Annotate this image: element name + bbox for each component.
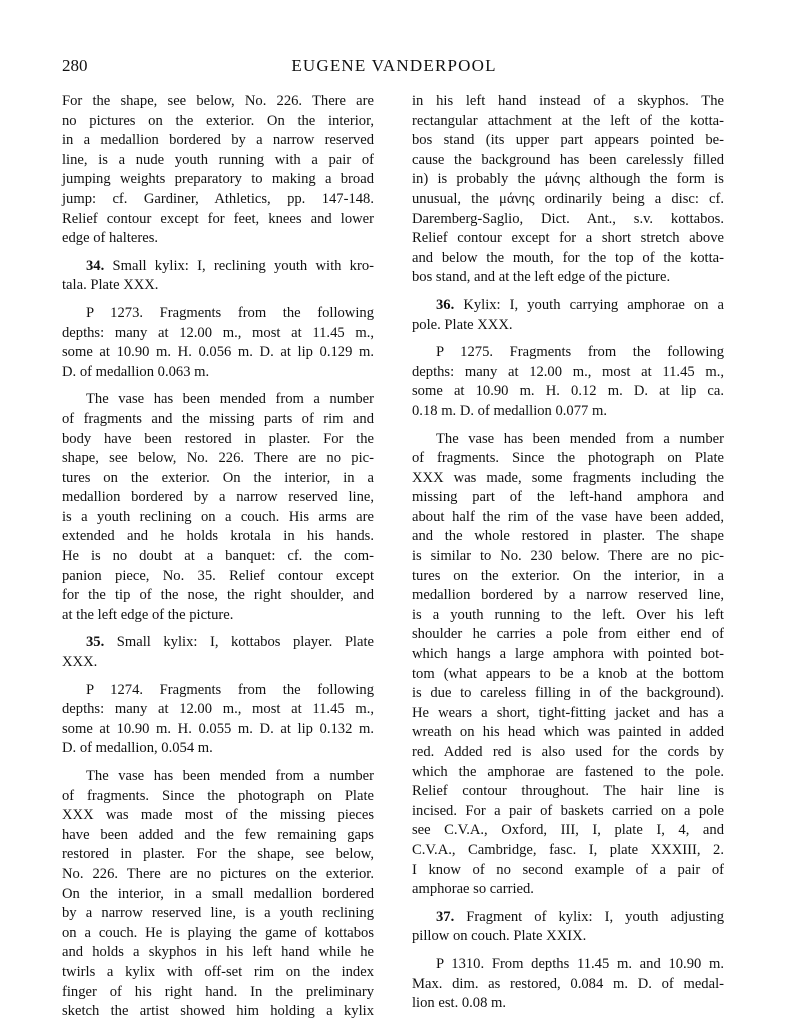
text-line: in his left hand instead of a skyphos. The	[412, 93, 724, 109]
text-line: is similar to No. 230 below. There are no pic-	[412, 548, 724, 565]
page-header	[62, 56, 726, 80]
text-line: lion est. 0.08 m.	[412, 995, 507, 1012]
text-line: incised. For a pair of baskets carried on a pole	[412, 802, 724, 819]
text-line: at the left edge of the picture.	[62, 606, 234, 623]
text-line: D. of medallion 0.063 m.	[62, 363, 210, 380]
entry-36-inventory	[412, 343, 724, 421]
text-line: bos stand (its upper part appears pointed be-	[412, 132, 724, 149]
text-line: The vase has been mended from a number	[86, 391, 374, 408]
text-line: restored in plaster. For the shape, see below,	[62, 846, 374, 863]
text-line: P 1274. Fragments from the following	[86, 681, 374, 698]
text-line: depths: many at 12.00 m., most at 11.45 m.,	[62, 324, 374, 341]
text-line: For the shape, see below, No. 226. There are	[62, 93, 374, 109]
text-line: some at 10.90 m. H. 0.055 m. D. at lip 0.132 m.	[62, 720, 374, 737]
text-line: XXX.	[62, 654, 98, 671]
text-line: of fragments. Since the photograph on Plate	[412, 450, 724, 467]
entry-35-heading	[62, 633, 374, 672]
entry-title: Small kylix: I, reclining youth with kro-	[104, 257, 374, 274]
text-line: pole. Plate XXX.	[412, 316, 513, 333]
text-line: in a medallion bordered by a narrow reserved	[62, 132, 374, 149]
text-line: which hangs a large amphora with pointed bot-	[412, 646, 724, 663]
entry-36-heading	[412, 296, 724, 335]
entry-34-description	[62, 390, 374, 625]
text-line: extended and he holds krotala in his hands.	[62, 528, 374, 545]
entry-number: 34.	[86, 257, 105, 274]
entry-number: 36.	[436, 296, 455, 313]
text-line: tom (what appears to be a knob at the bottom	[412, 665, 724, 682]
entry-35-inventory	[62, 681, 374, 759]
entry-34-inventory	[62, 304, 374, 382]
right-column	[412, 92, 724, 1014]
text-line: He wears a short, tight-fitting jacket and has a	[412, 704, 724, 721]
text-line: of fragments and the missing parts of rim and	[62, 410, 374, 427]
running-head: EUGENE VANDERPOOL	[291, 56, 497, 75]
text-line: no pictures on the exterior. On the interior,	[62, 112, 374, 129]
text-line: The vase has been mended from a number	[436, 430, 724, 447]
text-line: have been added and the few remaining gaps	[62, 826, 374, 843]
text-line: some at 10.90 m. H. 0.056 m. D. at lip 0.129 m.	[62, 344, 374, 361]
text-line: panion piece, No. 35. Relief contour except	[62, 567, 374, 584]
entry-35-description	[62, 767, 374, 1022]
text-line: depths: many at 12.00 m., most at 11.45 m.,	[412, 363, 724, 380]
text-line: He is no doubt at a banquet: cf. the com-	[62, 548, 374, 565]
text-line: XXX was made most of the missing pieces	[62, 807, 374, 824]
entry-37-inventory	[412, 955, 724, 1014]
text-line: and holds a skyphos in his left hand while he	[62, 944, 374, 961]
text-line: D. of medallion, 0.054 m.	[62, 740, 213, 757]
text-line: jumping weights preparatory to making a broad	[62, 171, 374, 188]
page-number: 280	[62, 56, 88, 75]
text-line: P 1310. From depths 11.45 m. and 10.90 m.	[436, 955, 724, 972]
text-line: unusual, the μάνης ordinarily being a disc: cf.	[412, 190, 724, 207]
text-line: on a couch. He is playing the game of kottabos	[62, 924, 374, 941]
text-line: tures on the exterior. On the interior, in a	[62, 469, 374, 486]
text-line: jump: cf. Gardiner, Athletics, pp. 147-148.	[62, 190, 374, 207]
left-column	[62, 92, 374, 1022]
text-line: shoulder he carries a pole from either end of	[412, 626, 724, 643]
text-line: which the amphorae are fastened to the pole.	[412, 763, 724, 780]
text-line: edge of halteres.	[62, 230, 159, 247]
text-line: sketch the artist showed him holding a kylix	[62, 1003, 374, 1020]
text-line: shape, see below, No. 226. There are no pic-	[62, 450, 374, 467]
text-line: tala. Plate XXX.	[62, 277, 159, 294]
entry-34-heading	[62, 257, 374, 296]
text-line: is a youth running to the left. Over his left	[412, 606, 724, 623]
text-line: is due to careless filling in of the background).	[412, 685, 724, 702]
text-line: in) is probably the μάνης although the form is	[412, 171, 724, 188]
text-line: medallion bordered by a narrow reserved line,	[412, 587, 724, 604]
text-line: about half the rim of the vase have been added,	[412, 508, 724, 525]
text-line: for the tip of the nose, the right shoulder, and	[62, 587, 374, 604]
text-line: P 1275. Fragments from the following	[436, 344, 724, 361]
entry-number: 37.	[436, 908, 455, 925]
text-line: No. 226. There are no pictures on the exterior.	[62, 865, 374, 882]
text-line: Daremberg-Saglio, Dict. Ant., s.v. kottabos.	[412, 210, 724, 227]
text-line: Relief contour throughout. The hair line is	[412, 783, 724, 800]
text-line: line, is a nude youth running with a pair of	[62, 151, 374, 168]
text-line: and the whole restored in plaster. The shape	[412, 528, 724, 545]
text-line: missing part of the left-hand amphora and	[412, 489, 724, 506]
entry-title: Fragment of kylix: I, youth adjusting	[454, 908, 724, 925]
text-line: rectangular attachment at the left of the kotta-	[412, 112, 724, 129]
text-line: medallion bordered by a narrow reserved line,	[62, 489, 374, 506]
text-line: cause the background has been carelessly filled	[412, 151, 724, 168]
text-line: XXX was made, some fragments including the	[412, 469, 724, 486]
entry-title: Small kylix: I, kottabos player. Plate	[104, 634, 374, 651]
text-line: twirls a kylix with off-set rim on the index	[62, 963, 374, 980]
text-line: On the interior, in a small medallion bordered	[62, 885, 374, 902]
text-line	[62, 257, 374, 277]
text-line: finger of his right hand. In the preliminary	[62, 983, 374, 1000]
text-line: depths: many at 12.00 m., most at 11.45 m.,	[62, 701, 374, 718]
text-line	[62, 633, 374, 653]
text-line	[412, 296, 724, 316]
entry-number: 35.	[86, 634, 105, 651]
entry-title: Kylix: I, youth carrying amphorae on a	[454, 296, 724, 313]
entry-36-description	[412, 430, 724, 900]
text-line: Relief contour except for a short stretch above	[412, 230, 724, 247]
text-line: wreath on his head which was painted in added	[412, 724, 724, 741]
text-line: some at 10.90 m. H. 0.12 m. D. at lip ca.	[412, 383, 724, 400]
text-line: by a narrow reserved line, is a youth reclining	[62, 905, 374, 922]
text-line	[412, 908, 724, 928]
text-line: amphorae so carried.	[412, 881, 534, 898]
text-line: Relief contour except for feet, knees and lower	[62, 210, 374, 227]
text-line: 0.18 m. D. of medallion 0.077 m.	[412, 402, 607, 419]
text-line: bos stand, and at the left edge of the picture.	[412, 269, 671, 286]
text-line: tures on the exterior. On the interior, in a	[412, 567, 724, 584]
text-line: C.V.A., Cambridge, fasc. I, plate XXXIII, 2.	[412, 841, 724, 858]
text-line: red. Added red is also used for the cords by	[412, 744, 724, 760]
paragraph	[412, 92, 724, 288]
text-line: I know of no second example of a pair of	[412, 861, 724, 878]
text-line: is a youth reclining on a couch. His arms are	[62, 508, 374, 525]
text-line: pillow on couch. Plate XXIX.	[412, 928, 587, 945]
paragraph	[62, 92, 374, 249]
text-line: Max. dim. as restored, 0.084 m. D. of medal-	[412, 975, 724, 992]
text-line: see C.V.A., Oxford, III, I, plate I, 4, and	[412, 822, 724, 839]
text-line: of fragments. Since the photograph on Plate	[62, 787, 374, 804]
text-line: and below the mouth, for the top of the kotta-	[412, 249, 724, 266]
entry-37-heading	[412, 908, 724, 947]
text-line: The vase has been mended from a number	[86, 768, 374, 784]
text-line: P 1273. Fragments from the following	[86, 304, 374, 321]
text-line: body have been restored in plaster. For the	[62, 430, 374, 447]
